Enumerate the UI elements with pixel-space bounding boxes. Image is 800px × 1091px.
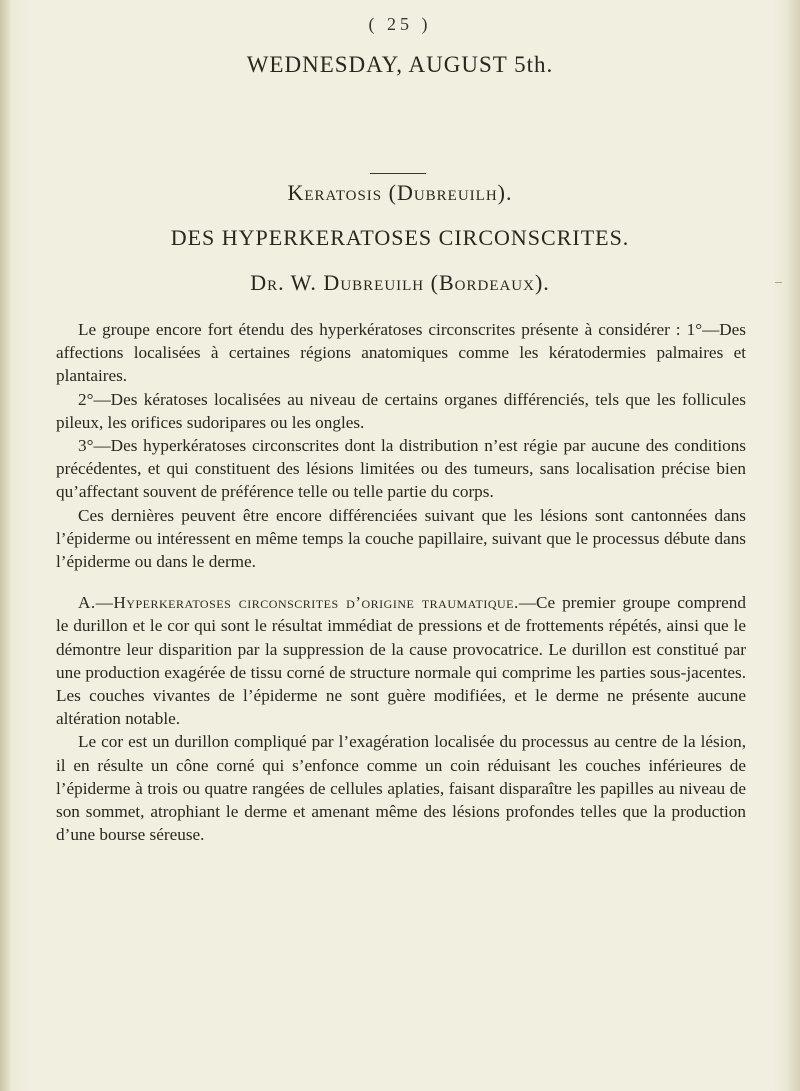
section-heading: Keratosis (Dubreuilh). bbox=[287, 180, 513, 205]
paragraph-point-2: 2°—Des kératoses localisées au niveau de certains organes différenciés, tels que les follicules pileux, les orifices sudoripares ou les ongles. bbox=[56, 389, 746, 432]
paragraph-intro: Le groupe encore fort étendu des hyperkératoses circonscrites présente à considérer : 1°—Des affections localisées à certaines régions anatomiques comme les kératodermies palmaires et plantaires. bbox=[56, 320, 746, 386]
page-binding-edge bbox=[0, 0, 10, 1091]
paragraph-point-3: 3°—Des hyperkératoses circonscrites dont la distribution n’est régie par aucune des conditions précédentes, et qui constituent des lésions limitées ou des tumeurs, sans localisation précise bien qu’affectant souvent de préférence telle ou telle partie du corps. bbox=[56, 436, 746, 502]
session-date-heading: WEDNESDAY, AUGUST 5th. bbox=[246, 52, 554, 77]
section-rule bbox=[370, 173, 426, 174]
section-a-text: —Ce premier groupe comprend le durillon et le cor qui sont le résultat immédiat de pressions et de frottements répétés, ainsi que le démontre leur disparition par la suppression de la cause provocatrice. Le durillon est constitué par une production exagérée de tissu corné de structure normale qui comprime les parties sous-jacentes. Les couches vivantes de l’épiderme ne sont guère modifiées, et le derme ne présente aucune altération notable. bbox=[56, 593, 746, 729]
section-a-lead: A.—Hyperkeratoses circonscrites d’origine traumatique. bbox=[78, 593, 519, 613]
paper-author: Dr. W. Dubreuilh (Bordeaux). bbox=[250, 270, 550, 295]
paragraph-cor: Le cor est un durillon compliqué par l’exagération localisée du processus au centre de la lésion, il en résulte un cône corné qui s’enfonce comme un coin réduisant les couches inférieures de l’épiderme à trois ou quatre rangées de cellules aplaties, faisant disparaître les papilles au niveau de son sommet, atrophiant le derme et amenant même des lésions profondes telles que la production d’une bourse séreuse. bbox=[56, 732, 746, 845]
page-outer-edge bbox=[786, 0, 800, 1091]
article-body bbox=[56, 318, 746, 846]
paper-title: DES HYPERKERATOSES CIRCONSCRITES. bbox=[170, 225, 630, 250]
paragraph-section-a bbox=[56, 591, 746, 730]
page-number: ( 25 ) bbox=[368, 14, 432, 34]
paragraph-differentiation: Ces dernières peuvent être encore différenciées suivant que les lésions sont cantonnées dans l’épiderme ou intéressent en même temps la couche papillaire, suivant que le processus débute dans l’épiderme ou dans le derme. bbox=[56, 505, 746, 572]
